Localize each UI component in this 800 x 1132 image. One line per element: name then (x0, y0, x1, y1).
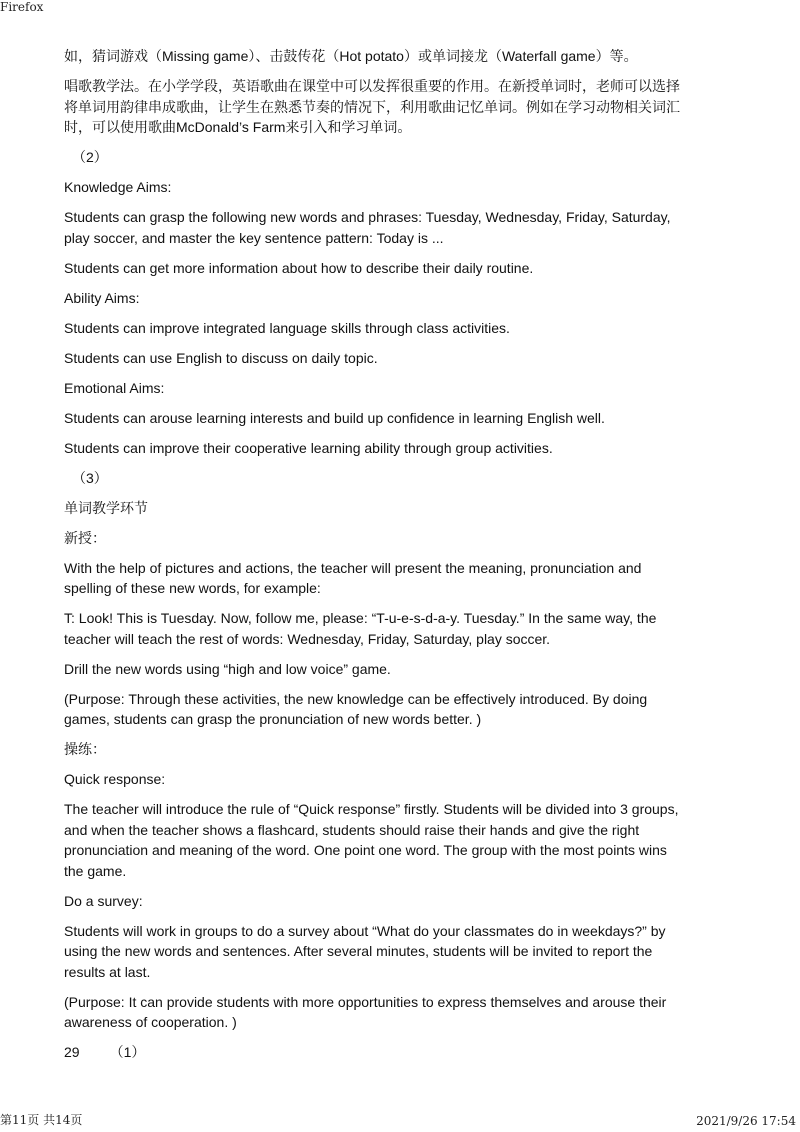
paragraph-quick-response: The teacher will introduce the rule of “Quick response” firstly. Students will be divided into 3 groups, and when the teacher shows a flashcard, students should raise their hands and give the right pronunciation and meaning of the word. One point one word. The group with the most points wins the game. (64, 801, 679, 879)
paragraph-drill: Drill the new words using “high and low voice” game. (64, 660, 391, 677)
section-number-2: （2） (72, 149, 108, 165)
paragraph-purpose-2: (Purpose: It can provide students with more opportunities to express themselves and arouse their awareness of cooperation. ) (64, 993, 667, 1030)
heading-vocab-teaching: 单词教学环节 (64, 499, 148, 516)
browser-title: Firefox (0, 0, 44, 14)
page-indicator: 第11页 共14页 (0, 1113, 83, 1127)
paragraph-emotional-aim-2: Students can improve their cooperative learning ability through group activities. (64, 439, 553, 456)
paragraph-ability-aim-2: Students can use English to discuss on daily topic. (64, 349, 378, 366)
paragraph-purpose-1: (Purpose: Through these activities, the new knowledge can be effectively introduced. By doing games, students can grasp the pronunciation of new words better. ) (64, 690, 648, 727)
heading-quick-response: Quick response: (64, 771, 166, 787)
paragraph-singing-method: 唱歌教学法。在小学学段，英语歌曲在课堂中可以发挥很重要的作用。在新授单词时，老师可以选择将单词用韵律串成歌曲，让学生在熟悉节奏的情况下，利用歌曲记忆单词。例如在学习动物相关词汇时，可以使用歌曲McDonald’s Farm来引入和学习单词。 (64, 78, 680, 135)
heading-ability-aims: Ability Aims: (64, 289, 140, 306)
paragraph-survey: Students will work in groups to do a survey about “What do your classmates do in weekdays?” by using the new words and sentences. After several minutes, students will be invited to report the results at last. (64, 922, 666, 980)
question-number: 29 (64, 1044, 80, 1060)
print-datetime: 2021/9/26 17:54 (696, 1114, 796, 1128)
heading-presentation: 新授： (64, 529, 106, 546)
paragraph-emotional-aim-1: Students can arouse learning interests and build up confidence in learning English well. (64, 409, 605, 426)
heading-knowledge-aims: Knowledge Aims: (64, 179, 172, 195)
paragraph-presentation-example: T: Look! This is Tuesday. Now, follow me, please: “T-u-e-s-d-a-y. Tuesday.” In the same way, the teacher will teach the rest of words: Wednesday, Friday, Saturday, play soccer. (64, 610, 657, 647)
document-body (64, 46, 684, 1072)
section-number-3: （3） (72, 469, 108, 486)
paragraph-knowledge-aim-2: Students can get more information about how to describe their daily routine. (64, 259, 534, 276)
heading-survey: Do a survey: (64, 892, 143, 909)
heading-practice: 操练： (64, 741, 106, 757)
question-part: （1） (109, 1044, 146, 1060)
question-number-line (64, 1042, 684, 1063)
paragraph-games: 如，猜词游戏（Missing game）、击鼓传花（Hot potato）或单词接龙（Waterfall game）等。 (64, 48, 638, 64)
paragraph-knowledge-aim-1: Students can grasp the following new words and phrases: Tuesday, Wednesday, Friday, Saturday, play soccer, and master the key sentence pattern: Today is ... (64, 209, 671, 246)
heading-emotional-aims: Emotional Aims: (64, 379, 165, 396)
paragraph-presentation-intro: With the help of pictures and actions, the teacher will present the meaning, pronunciation and spelling of these new words, for example: (64, 559, 642, 596)
paragraph-ability-aim-1: Students can improve integrated language skills through class activities. (64, 319, 510, 336)
